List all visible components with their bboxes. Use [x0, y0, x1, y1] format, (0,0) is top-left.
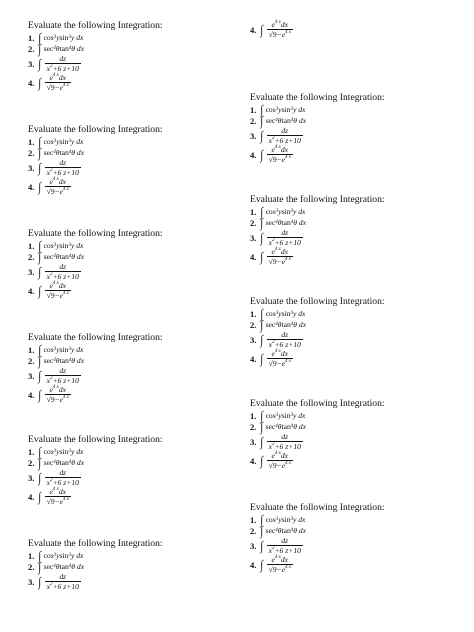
- worksheet-block: [28, 434, 248, 506]
- problem-4: 4. ∫ $e^{4 x}dx$ $√9-e^{4 x}$: [28, 72, 70, 92]
- worksheet-block: [250, 502, 470, 574]
- problem-1: 1. ∫ cos 3 y sin 3 y dx: [250, 511, 306, 527]
- problem-4: [250, 20, 470, 39]
- problem-1: 1. ∫ cos 3 y sin 3 y dx: [250, 407, 306, 423]
- problem-4: 4. ∫ $e^{4 x}dx$ $√9-e^{4 x}$: [28, 486, 70, 506]
- worksheet-heading: Evaluate the following Integration:: [28, 20, 163, 31]
- fraction: $e^{4 x}dx$ $√9-e^{4 x}$: [268, 19, 292, 39]
- problem-2: 2. ∫ sec 4 θ tan 4 θ dx: [250, 418, 307, 434]
- worksheet-fragment-top-right: [250, 20, 470, 39]
- problem-2: 2. ∫ sec 4 θ tan 4 θ dx: [250, 316, 307, 332]
- problem-3: 3. ∫ dz $x^2+6$ z+10: [250, 227, 301, 247]
- worksheet-heading: Evaluate the following Integration:: [250, 194, 385, 205]
- worksheet-heading: Evaluate the following Integration:: [250, 502, 385, 513]
- integral-sign: ∫: [260, 21, 264, 37]
- worksheet-block: [250, 296, 470, 368]
- problem-4: 4. ∫ $e^{4 x}dx$ $√9-e^{4 x}$: [250, 144, 292, 164]
- problem-3: 3. ∫ dz $x^2+6$ z+10: [28, 157, 79, 177]
- problem-3: 3. ∫ dz $x^2+6$ z+10: [28, 365, 79, 385]
- problem-2: 2. ∫ sec 4 θ tan 4 θ dx: [250, 214, 307, 230]
- worksheet-block: [28, 228, 248, 300]
- problem-2: 2. ∫ sec 4 θ tan 4 θ dx: [28, 558, 85, 574]
- worksheet-heading: Evaluate the following Integration:: [28, 228, 163, 239]
- problem-3: 3. ∫ dz $x^2+6$ z+10: [28, 467, 79, 487]
- problem-2: 2. ∫ sec 4 θ tan 4 θ dx: [28, 248, 85, 264]
- worksheet-block: [28, 538, 248, 591]
- problem-1: 1. ∫ cos 3 y sin 3 y dx: [28, 29, 84, 45]
- worksheet-block: [250, 92, 470, 164]
- problem-number: 4.: [250, 24, 257, 35]
- worksheet-heading: Evaluate the following Integration:: [28, 538, 163, 549]
- problem-3: 3. ∫ dz $x^2+6$ z+10: [28, 571, 79, 591]
- problem-4: 4. ∫ $e^{4 x}dx$ $√9-e^{4 x}$: [28, 280, 70, 300]
- worksheet-heading: Evaluate the following Integration:: [250, 92, 385, 103]
- problem-3: 3. ∫ dz $x^2+6$ z+10: [250, 431, 301, 451]
- worksheet-block: [28, 124, 248, 196]
- problem-2: 2. ∫ sec 4 θ tan 4 θ dx: [28, 40, 85, 56]
- problem-2: 2. ∫ sec 4 θ tan 4 θ dx: [250, 112, 307, 128]
- problem-4: 4. ∫ $e^{4 x}dx$ $√9-e^{4 x}$: [250, 348, 292, 368]
- problem-2: 2. ∫ sec 4 θ tan 4 θ dx: [28, 352, 85, 368]
- worksheet-heading: Evaluate the following Integration:: [250, 296, 385, 307]
- problem-1: 1. ∫ cos 3 y sin 3 y dx: [28, 443, 84, 459]
- worksheet-heading: Evaluate the following Integration:: [28, 332, 163, 343]
- problem-4: 4. ∫ $e^{4 x}dx$ $√9-e^{4 x}$: [250, 450, 292, 470]
- problem-1: 1. ∫ cos 3 y sin 3 y dx: [250, 203, 306, 219]
- problem-3: 3. ∫ dz $x^2+6$ z+10: [250, 125, 301, 145]
- problem-3: 3. ∫ dz $x^2+6$ z+10: [250, 535, 301, 555]
- problem-4: 4. ∫ $e^{4 x}dx$ $√9-e^{4 x}$: [28, 384, 70, 404]
- problem-4: 4. ∫ $e^{4 x}dx$ $√9-e^{4 x}$: [250, 246, 292, 266]
- problem-4: 4. ∫ $e^{4 x}dx$ $√9-e^{4 x}$: [250, 554, 292, 574]
- problem-1: 1. ∫ cos 3 y sin 3 y dx: [28, 237, 84, 253]
- problem-1: 1. ∫ cos 3 y sin 3 y dx: [250, 101, 306, 117]
- problem-3: 3. ∫ dz $x^2+6$ z+10: [28, 261, 79, 281]
- problem-1: 1. ∫ cos 3 y sin 3 y dx: [28, 547, 84, 563]
- worksheet-heading: Evaluate the following Integration:: [28, 434, 163, 445]
- worksheet-heading: Evaluate the following Integration:: [250, 398, 385, 409]
- problem-3: 3. ∫ dz $x^2+6$ z+10: [250, 329, 301, 349]
- problem-1: 1. ∫ cos 3 y sin 3 y dx: [28, 133, 84, 149]
- worksheet-heading: Evaluate the following Integration:: [28, 124, 163, 135]
- worksheet-block: [250, 398, 470, 470]
- problem-2: 2. ∫ sec 4 θ tan 4 θ dx: [250, 522, 307, 538]
- problem-2: 2. ∫ sec 4 θ tan 4 θ dx: [28, 144, 85, 160]
- problem-4: 4. ∫ $e^{4 x}dx$ $√9-e^{4 x}$: [28, 176, 70, 196]
- problem-1: 1. ∫ cos 3 y sin 3 y dx: [250, 305, 306, 321]
- worksheet-block: [28, 20, 248, 92]
- problem-1: 1. ∫ cos 3 y sin 3 y dx: [28, 341, 84, 357]
- problem-3: 3. ∫ dz $x^2+6$ z+10: [28, 53, 79, 73]
- worksheet-block: [28, 332, 248, 404]
- worksheet-block: [250, 194, 470, 266]
- problem-2: 2. ∫ sec 4 θ tan 4 θ dx: [28, 454, 85, 470]
